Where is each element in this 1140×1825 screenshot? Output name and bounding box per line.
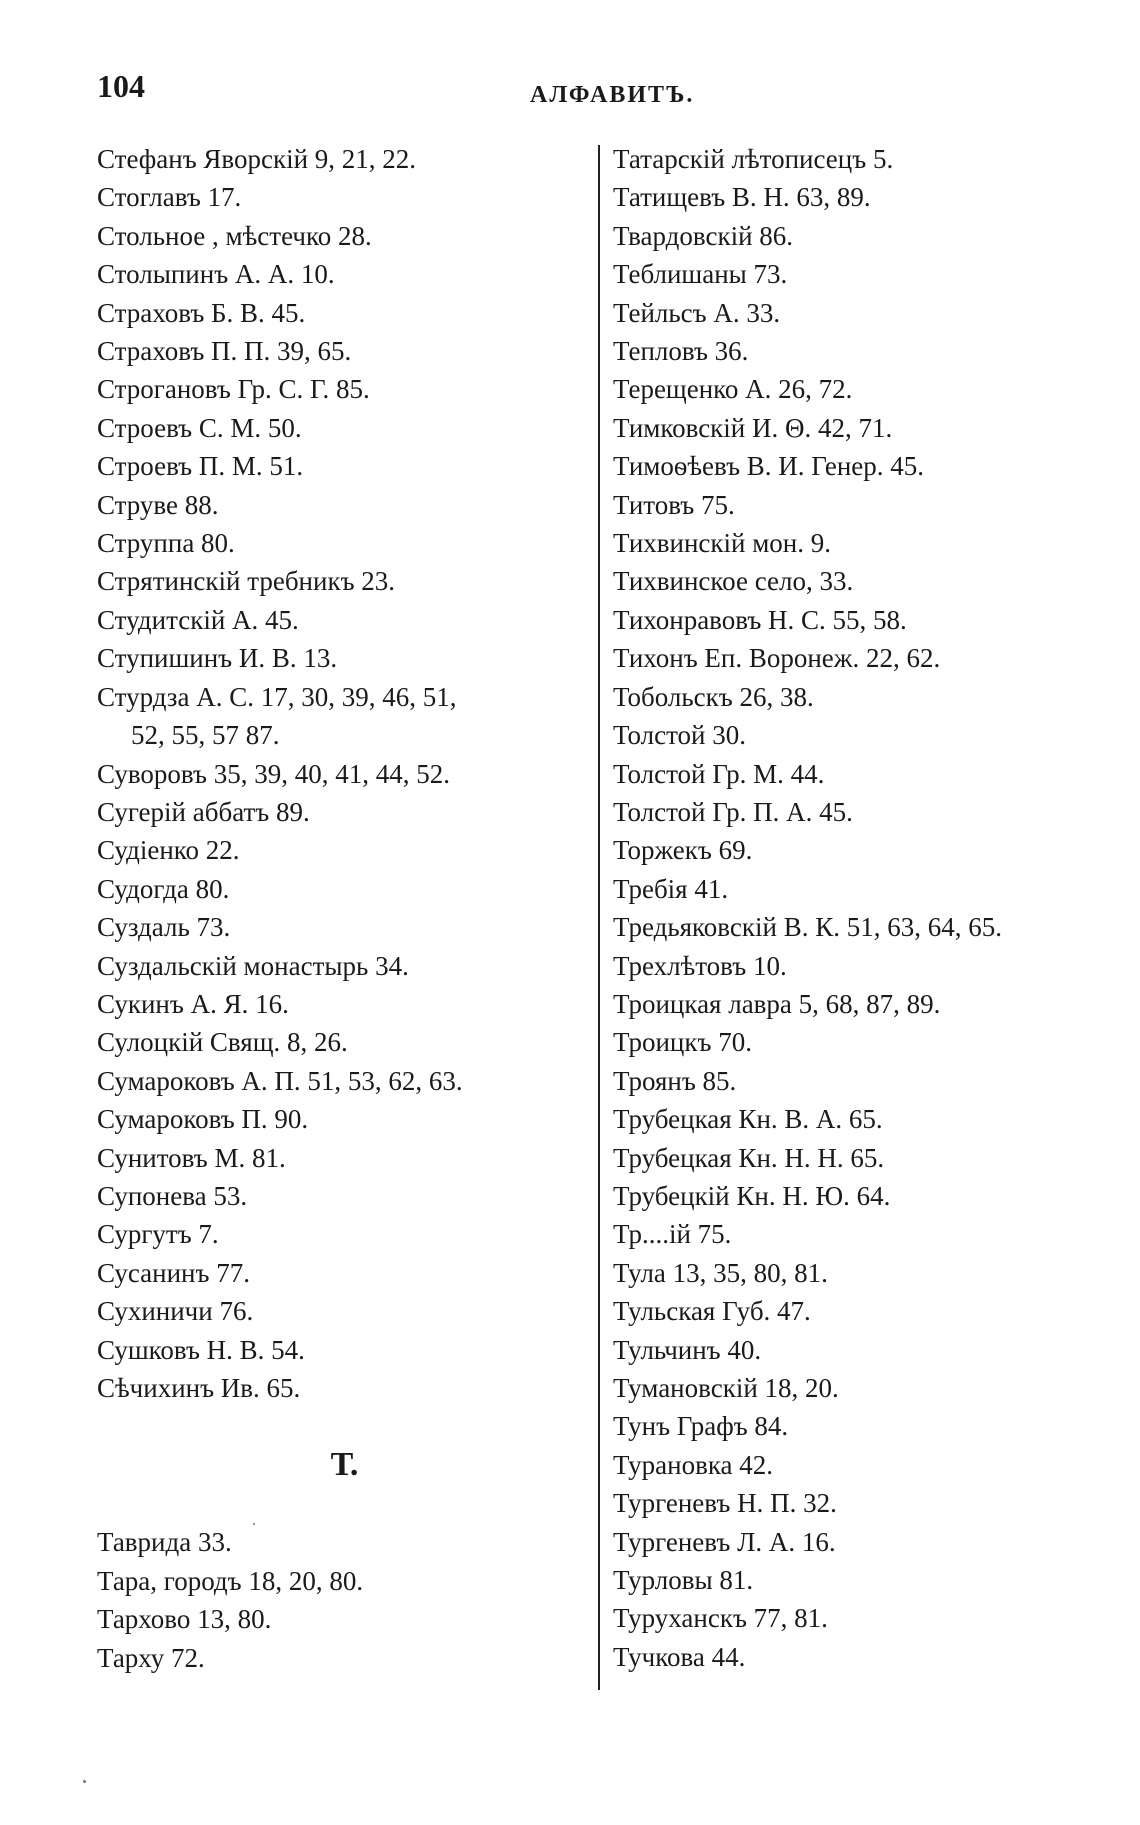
index-entry: Сѣчихинъ Ив. 65. [97, 1373, 301, 1403]
index-entry: Тихвинское село, 33. [613, 566, 854, 597]
index-entry: Титовъ 75. [613, 489, 735, 520]
index-entry: Судогда 80. [97, 873, 230, 904]
index-entry: Тихонъ Еп. Воронеж. 22, 62. [613, 643, 941, 674]
index-entry: Татищевъ В. Н. 63, 89. [613, 182, 871, 213]
index-entry: Сухиничи 76. [97, 1296, 254, 1327]
index-entry: Толстой 30. [613, 720, 746, 751]
index-entry: Татарскій лѣтописецъ 5. [613, 144, 894, 174]
index-entry: Троицкъ 70. [613, 1027, 752, 1058]
index-entry: Трубецкая Кн. Н. Н. 65. [613, 1142, 885, 1173]
index-entry: Турановка 42. [613, 1449, 774, 1480]
index-entry: Струве 88. [97, 489, 219, 520]
index-entry: Тимковскій И. Θ. 42, 71. [613, 412, 893, 443]
index-entry: Ступишинъ И. В. 13. [97, 643, 338, 674]
index-entry: Сумароковъ П. 90. [97, 1104, 309, 1135]
index-entry: Троицкая лавра 5, 68, 87, 89. [613, 988, 941, 1019]
index-entry: Тихвинскій мон. 9. [613, 528, 832, 559]
index-entry: Тобольскъ 26, 38. [613, 681, 814, 712]
index-entry: Стольное , мѣстечко 28. [97, 220, 372, 251]
page-number: 104 [97, 68, 145, 104]
index-entry: Сусанинъ 77. [97, 1257, 250, 1288]
section-letter: Т. [330, 1446, 359, 1484]
index-entry: Сугерій аббатъ 89. [97, 796, 310, 827]
index-entry: Тульчинъ 40. [613, 1334, 762, 1365]
index-entry: Стефанъ Яворскій 9, 21, 22. [97, 144, 417, 174]
index-entry: Тульская Губ. 47. [613, 1296, 811, 1327]
print-speck [83, 1780, 86, 1783]
index-entry: Стрятинскій требникъ 23. [97, 566, 396, 597]
index-entry: Сушковъ Н. В. 54. [97, 1334, 305, 1365]
index-entry: Тунъ Графъ 84. [613, 1411, 789, 1442]
index-entry: Туруханскъ 77, 81. [613, 1603, 828, 1634]
column-divider [598, 145, 600, 1690]
index-entry: Тула 13, 35, 80, 81. [613, 1257, 828, 1288]
index-entry: Струппа 80. [97, 528, 235, 559]
index-entry: Судіенко 22. [97, 835, 240, 866]
index-entry: Толстой Гр. П. А. 45. [613, 796, 853, 827]
index-entry: Строгановъ Гр. С. Г. 85. [97, 374, 370, 405]
index-entry: Тейльсъ А. 33. [613, 297, 781, 328]
index-entry: Страховъ Б. В. 45. [97, 297, 306, 328]
index-entry: Стурдза А. С. 17, 30, 39, 46, 51, [97, 681, 457, 712]
running-head: АЛФАВИТЪ. [530, 82, 695, 108]
index-entry: Тр....ій 75. [613, 1219, 732, 1250]
right-column [613, 140, 1118, 1676]
index-entry: Толстой Гр. М. 44. [613, 758, 825, 789]
index-entry: Столыпинъ А. А. 10. [97, 259, 335, 290]
index-entry: Трехлѣтовъ 10. [613, 950, 787, 981]
index-entry: Тарху 72. [97, 1642, 205, 1673]
index-entry-continuation [97, 716, 592, 754]
index-entry: Теблишаны 73. [613, 259, 788, 290]
index-entry: Тара, городъ 18, 20, 80. [97, 1565, 364, 1596]
index-entry: Сулоцкій Свящ. 8, 26. [97, 1027, 348, 1058]
index-entry: Троянъ 85. [613, 1065, 737, 1096]
index-entry: Тумановскій 18, 20. [613, 1373, 839, 1403]
index-entry: Строевъ П. М. 51. [97, 451, 304, 482]
index-entry: Тимоѳѣевъ В. И. Генер. 45. [613, 451, 925, 482]
index-entry: Тархово 13, 80. [97, 1604, 272, 1635]
index-entry: Тургеневъ Л. А. 16. [613, 1526, 836, 1557]
left-column [97, 140, 592, 1677]
index-entry: Таврида 33. [97, 1527, 232, 1558]
index-entry: Суздальскій монастырь 34. [97, 950, 409, 981]
index-entry: Суворовъ 35, 39, 40, 41, 44, 52. [97, 758, 450, 789]
index-entry: Терещенко А. 26, 72. [613, 374, 853, 405]
index-entry: Страховъ П. П. 39, 65. [97, 336, 352, 367]
index-entry: Тучкова 44. [613, 1641, 746, 1672]
index-entry: Тредьяковскій В. К. 51, 63, 64, 65. [613, 912, 1002, 943]
index-entry: Студитскій А. 45. [97, 604, 299, 635]
index-entry: Сунитовъ М. 81. [97, 1142, 286, 1173]
index-entry: Торжекъ 69. [613, 835, 753, 866]
index-entry: Стоглавъ 17. [97, 182, 242, 213]
index-entry: Сукинъ А. Я. 16. [97, 988, 289, 1019]
index-entry: Строевъ С. М. 50. [97, 412, 302, 443]
index-entry: Тургеневъ Н. П. 32. [613, 1488, 837, 1519]
index-entry: Тихонравовъ Н. С. 55, 58. [613, 604, 907, 635]
continuation-text: 52, 55, 57 87. [131, 720, 280, 751]
index-entry: Сумароковъ А. П. 51, 53, 62, 63. [97, 1065, 463, 1096]
index-entry: Сургутъ 7. [97, 1219, 219, 1250]
index-entry: Тепловъ 36. [613, 336, 749, 367]
index-entry: Трубецкій Кн. Н. Ю. 64. [613, 1180, 891, 1211]
index-entry: Суздаль 73. [97, 912, 231, 943]
index-entry: Трубецкая Кн. В. А. 65. [613, 1104, 883, 1135]
index-entry: Требія 41. [613, 873, 729, 904]
index-entry: Турловы 81. [613, 1565, 754, 1596]
index-entry: Твардовскій 86. [613, 220, 794, 251]
index-entry: Супонева 53. [97, 1180, 248, 1211]
print-speck [253, 1523, 255, 1525]
